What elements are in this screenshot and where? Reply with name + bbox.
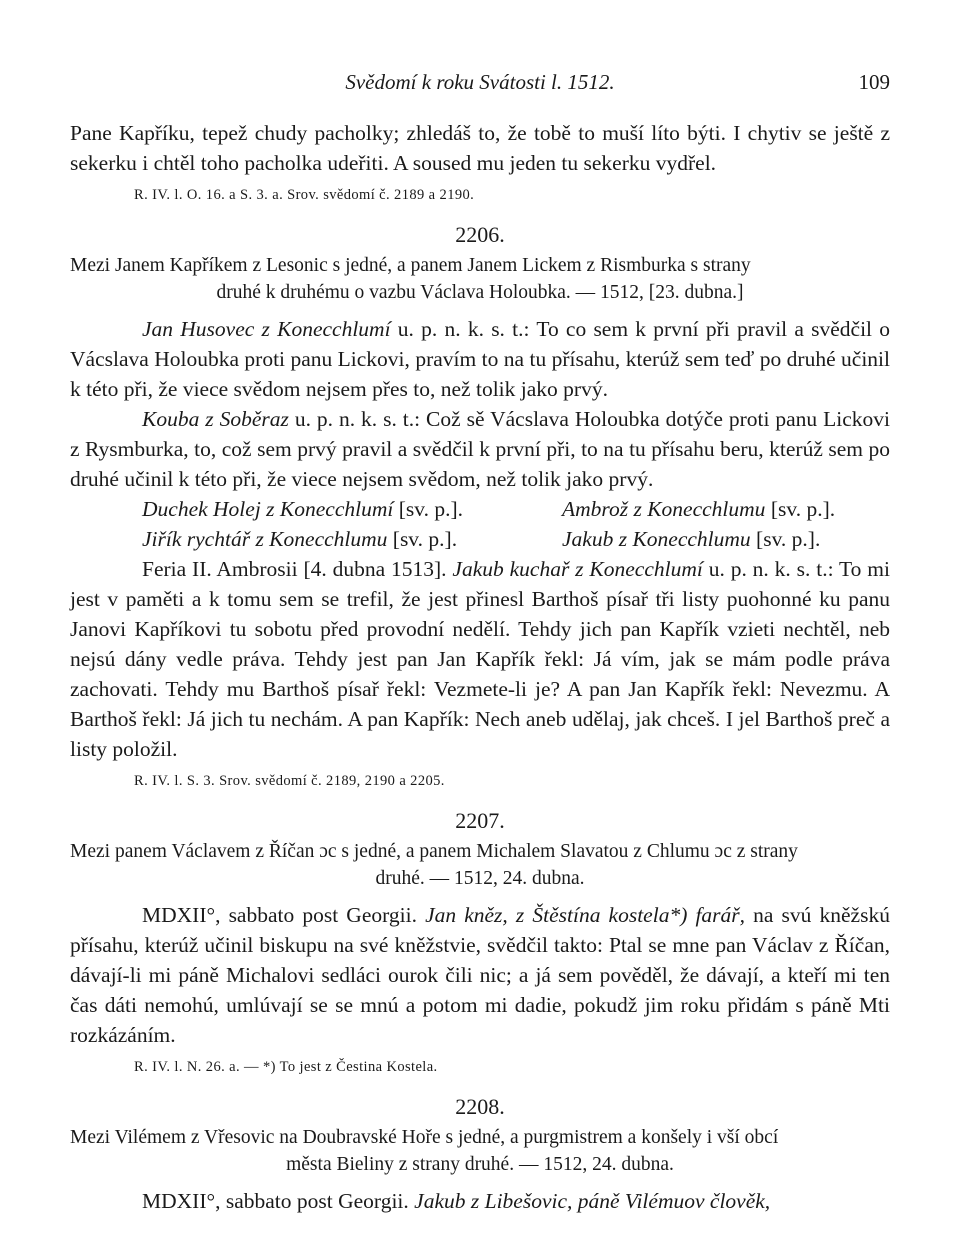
regest-line: Mezi panem Václavem z Říčan ɔc s jedné, a panem Michalem Slavatou z Chlumu ɔc z strany <box>70 841 798 862</box>
witness-tag: [sv. p.]. <box>393 497 464 521</box>
witness-text: u. p. n. k. s. t.: To co sem k první při pravil a svědčil o Vácslava Holoubka proti panu Lickovi, pravím to na tu přísahu, kterúž sem teď po druhé učinil k této při, že viece svědom nejsem přes to, než tolik jako prvý. <box>70 317 891 401</box>
running-title: Svědomí k roku Svátosti l. 1512. <box>345 70 615 94</box>
witness-entry <box>70 524 490 554</box>
witness-name: Jakub z Konecchlumu <box>562 527 751 551</box>
witness-tag: [sv. p.]. <box>387 527 458 551</box>
regest-line: města Bieliny z strany druhé. — 1512, 24. dubna. <box>286 1154 674 1175</box>
source-note: R. IV. l. N. 26. a. — *) To jest z Čestina Kostela. <box>134 1059 438 1075</box>
witness-name: Kouba z Soběraz <box>142 407 289 431</box>
witness-name: Duchek Holej z Konecchlumí <box>142 497 394 521</box>
entry-number: 2206. <box>455 222 505 247</box>
witness-name: Jiřík rychtář z Konecchlumu <box>142 527 388 551</box>
page-body <box>70 118 890 1216</box>
entry-number: 2208. <box>455 1094 505 1119</box>
regest-line: druhé k druhému o vazbu Václava Holoubka. — 1512, [23. dubna.] <box>216 282 744 303</box>
regest-line: Mezi Vilémem z Vřesovic na Doubravské Hoře s jedné, a purgmistrem a konšely i vší obcí <box>70 1127 779 1148</box>
paragraph <box>70 404 890 494</box>
entry-regest <box>70 838 890 892</box>
paragraph <box>70 900 890 1050</box>
paragraph: Pane Kapříku, tepež chudy pacholky; zhledáš to, že tobě to muší líto býti. I chytiv se ještě z sekerku i chtěl toho pacholka udeřiti. A soused mu jeden tu sekerku vydřel. <box>70 121 890 175</box>
witness-name: Jan kněz, z Štěstína kostela*) farář, <box>425 903 746 927</box>
witness-entry <box>490 494 890 524</box>
page-number: 109 <box>858 70 890 94</box>
paragraph <box>70 314 890 404</box>
concurring-witnesses <box>70 494 890 554</box>
witness-entry <box>70 494 490 524</box>
source-note: R. IV. l. O. 16. a S. 3. a. Srov. svědomí č. 2189 a 2190. <box>134 187 475 203</box>
regest-line: Mezi Janem Kapříkem z Lesonic s jedné, a panem Janem Lickem z Rismburka s strany <box>70 255 751 276</box>
entry-regest <box>70 252 890 306</box>
witness-text: u. p. n. k. s. t.: To mi jest v paměti a k tomu sem se trefil, že jest přinesl Barthoš písař tři listy puohonné ku panu Janovi Kapříkovi tu sobotu před provodní nedělí. Tehdy jich pan Kapřík vzieti nechtěl, neb nejsú dány vedle práva. Tehdy jest pan Jan Kapřík řekl: Já vím, jak se mám podle práva zachovati. Tehdy mu Barthoš písař řekl: Vezmete-li je? A pan Jan Kapřík řekl: Nevezmu. A Barthoš řekl: Já jich tu nechám. A pan Kapřík: Nech aneb udělaj, jak chceš. I jel Barthoš preč a listy položil. <box>70 557 890 761</box>
date-text: MDXII°, sabbato post Georgii. <box>142 1189 415 1213</box>
paragraph <box>70 1186 890 1216</box>
witness-tag: [sv. p.]. <box>750 527 821 551</box>
witness-tag: [sv. p.]. <box>765 497 836 521</box>
entry-number: 2207. <box>455 808 505 833</box>
witness-name: Jakub kuchař z Konecchlumí <box>452 557 703 581</box>
running-header <box>70 70 890 100</box>
source-note: R. IV. l. S. 3. Srov. svědomí č. 2189, 2190 a 2205. <box>134 773 445 789</box>
date-text: MDXII°, sabbato post Georgii. <box>142 903 426 927</box>
regest-line: druhé. — 1512, 24. dubna. <box>375 868 585 889</box>
date-text: Feria II. Ambrosii [4. dubna 1513]. <box>142 557 453 581</box>
witness-entry <box>490 524 890 554</box>
witness-name: Ambrož z Konecchlumu <box>562 497 766 521</box>
witness-name: Jakub z Libešovic, páně Vilémuov člověk, <box>414 1189 771 1213</box>
paragraph <box>70 554 890 764</box>
witness-text: na svú kněžskú přísahu, kterúž učinil biskupu na své kněžstvie, svědčil takto: Ptal se mne pan Václav z Říčan, dávají-li mi páně Michalovi sedláci ourok čili nic; a já sem pověděl, že dávají, a kteří mi ten čas dáti nemohú, umlúvají se se mnú a potom mi dadie, pokudž jim roku přidám s páně Mti rozkázáním. <box>70 903 890 1047</box>
entry-regest <box>70 1124 890 1178</box>
witness-name: Jan Husovec z Konecchlumí <box>142 317 391 341</box>
witness-text: u. p. n. k. s. t.: Což sě Vácslava Holoubka dotýče proti panu Lickovi z Rysmburka, to, což sem prvý pravil a svědčil k první při, to na tu přísahu beru, kterúž sem po druhé učinil k této při, že viece nejsem svědom, než tolik jako prvý. <box>70 407 890 491</box>
